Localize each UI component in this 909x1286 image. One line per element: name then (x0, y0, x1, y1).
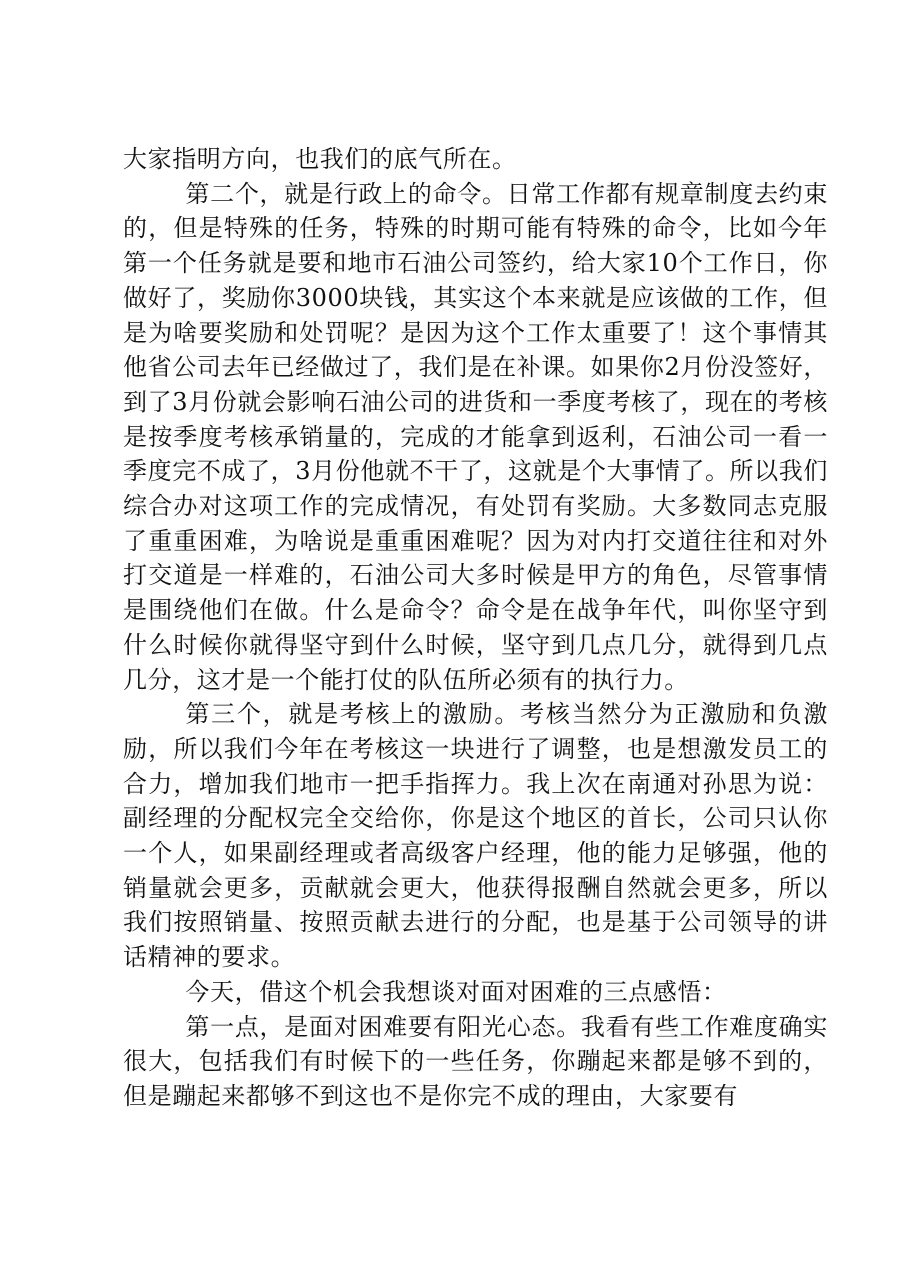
document-body (123, 142, 828, 1114)
paragraph-administrative-orders: 第二个，就是行政上的命令。日常工作都有规章制度去约束的，但是特殊的任务，特殊的时期可能有特殊的命令，比如今年第一个任务就是要和地市石油公司签约，给大家10个工作日，你做好了，奖励你3000块钱，其实这个本来就是应该做的工作，但是为啥要奖励和处罚呢？是因为这个工作太重要了！这个事情其他省公司去年已经做过了，我们是在补课。如果你2月份没签好，到了3月份就会影响石油公司的进货和一季度考核了，现在的考核是按季度考核承销量的，完成的才能拿到返利，石油公司一看一季度完不成了，3月份他就不干了，这就是个大事情了。所以我们综合办对这项工作的完成情况，有处罚有奖励。大多数同志克服了重重困难，为啥说是重重困难呢？因为对内打交道往往和对外打交道是一样难的，石油公司大多时候是甲方的角色，尽管事情是围绕他们在做。什么是命令？命令是在战争年代，叫你坚守到什么时候你就得坚守到什么时候，坚守到几点几分，就得到几点几分，这才是一个能打仗的队伍所必须有的执行力。 (123, 179, 828, 694)
paragraph-continuation: 大家指明方向，也我们的底气所在。 (123, 145, 517, 173)
paragraph-assessment-incentives: 第三个，就是考核上的激励。考核当然分为正激励和负激励，所以我们今年在考核这一块进行了调整，也是想激发员工的合力，增加我们地市一把手指挥力。我上次在南通对孙思为说：副经理的分配权完全交给你，你是这个地区的首长，公司只认你一个人，如果副经理或者高级客户经理，他的能力足够强，他的销量就会更多，贡献就会更大，他获得报酬自然就会更多，所以我们按照销量、按照贡献去进行的分配，也是基于公司领导的讲话精神的要求。 (123, 700, 828, 972)
paragraph-three-insights-intro: 今天，借这个机会我想谈对面对困难的三点感悟： (185, 977, 727, 1006)
paragraph-first-insight: 第一点，是面对困难要有阳光心态。我看有些工作难度确实很大，包括我们有时候下的一些任务，你蹦起来都是够不到的，但是蹦起来都够不到这也不是你完不成的理由，大家要有 (123, 1012, 828, 1110)
